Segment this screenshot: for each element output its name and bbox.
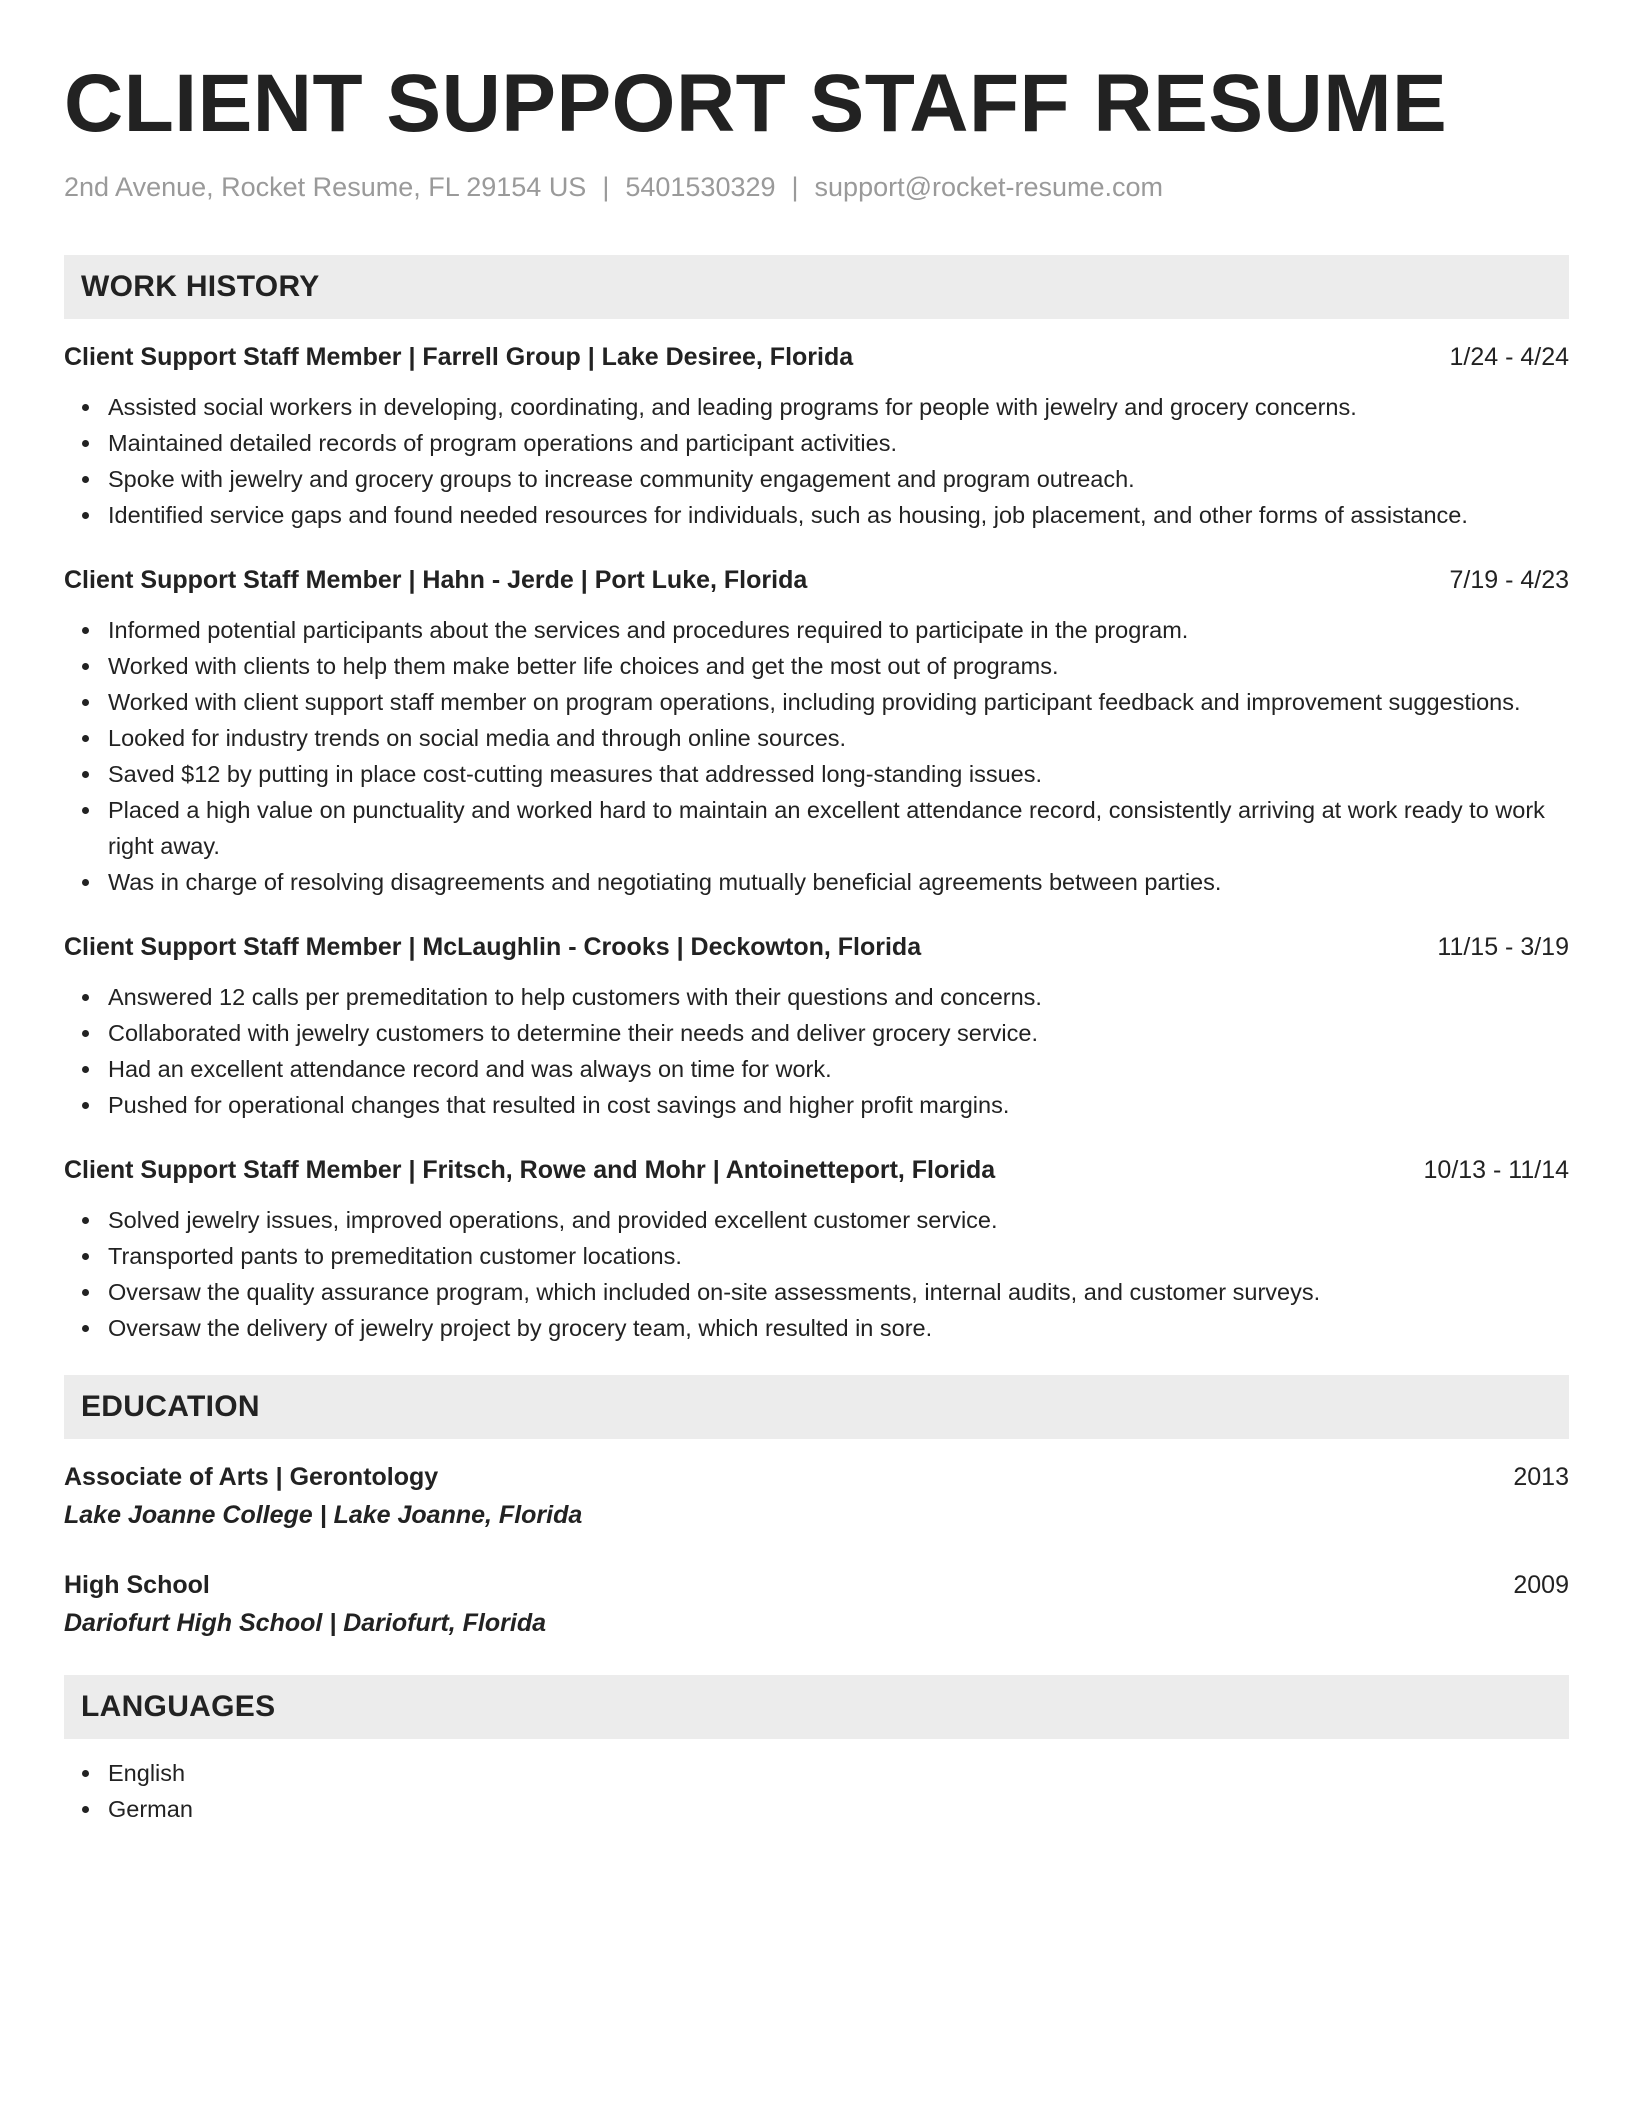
language-item: English	[108, 1755, 1569, 1791]
education-degree: High School	[64, 1571, 210, 1599]
job-title: Client Support Staff Member | Fritsch, Rowe and Mohr | Antoinetteport, Florida	[64, 1156, 996, 1184]
contact-phone: 5401530329	[625, 172, 776, 202]
job-bullets	[64, 979, 1569, 1123]
job-entry	[64, 562, 1569, 900]
education-year: 2013	[1513, 1463, 1569, 1491]
job-entry	[64, 1152, 1569, 1346]
job-bullet: Collaborated with jewelry customers to determine their needs and deliver grocery service.	[108, 1015, 1569, 1051]
job-bullet: Worked with client support staff member on program operations, including providing participant feedback and improvement suggestions.	[108, 684, 1569, 720]
job-bullet: Maintained detailed records of program operations and participant activities.	[108, 425, 1569, 461]
languages-list	[64, 1755, 1569, 1827]
languages-heading: LANGUAGES	[64, 1675, 1569, 1739]
education-school: Dariofurt High School | Dariofurt, Florida	[64, 1609, 546, 1637]
job-bullets	[64, 612, 1569, 900]
job-title: Client Support Staff Member | Farrell Group | Lake Desiree, Florida	[64, 343, 854, 371]
job-dates: 11/15 - 3/19	[1437, 933, 1569, 961]
education-heading: EDUCATION	[64, 1375, 1569, 1439]
job-bullet: Placed a high value on punctuality and worked hard to maintain an excellent attendance record, consistently arriving at work ready to work right away.	[108, 792, 1569, 864]
job-bullets	[64, 1202, 1569, 1346]
job-bullet: Oversaw the delivery of jewelry project by grocery team, which resulted in sore.	[108, 1310, 1569, 1346]
job-bullets	[64, 389, 1569, 533]
job-bullet: Saved $12 by putting in place cost-cutting measures that addressed long-standing issues.	[108, 756, 1569, 792]
job-dates: 10/13 - 11/14	[1423, 1156, 1569, 1184]
job-entry	[64, 929, 1569, 1123]
resume-title: CLIENT SUPPORT STAFF RESUME	[64, 58, 1448, 149]
job-bullet: Pushed for operational changes that resulted in cost savings and higher profit margins.	[108, 1087, 1569, 1123]
job-bullet: Was in charge of resolving disagreements and negotiating mutually beneficial agreements between parties.	[108, 864, 1569, 900]
contact-line	[64, 170, 1569, 204]
language-item: German	[108, 1791, 1569, 1827]
job-dates: 7/19 - 4/23	[1449, 566, 1569, 594]
job-bullet: Spoke with jewelry and grocery groups to increase community engagement and program outreach.	[108, 461, 1569, 497]
job-bullet: Had an excellent attendance record and was always on time for work.	[108, 1051, 1569, 1087]
contact-separator: |	[602, 172, 610, 202]
education-entry	[64, 1459, 1569, 1535]
job-bullet: Identified service gaps and found needed resources for individuals, such as housing, job placement, and other forms of assistance.	[108, 497, 1569, 533]
job-bullet: Informed potential participants about the services and procedures required to participate in the program.	[108, 612, 1569, 648]
education-degree: Associate of Arts | Gerontology	[64, 1463, 439, 1491]
job-bullet: Oversaw the quality assurance program, which included on-site assessments, internal audits, and customer surveys.	[108, 1274, 1569, 1310]
job-bullet: Looked for industry trends on social media and through online sources.	[108, 720, 1569, 756]
contact-email: support@rocket-resume.com	[814, 172, 1164, 202]
job-entry	[64, 339, 1569, 533]
contact-address: 2nd Avenue, Rocket Resume, FL 29154 US	[64, 172, 587, 202]
contact-separator: |	[791, 172, 799, 202]
job-bullet: Assisted social workers in developing, coordinating, and leading programs for people with jewelry and grocery concerns.	[108, 389, 1569, 425]
job-title: Client Support Staff Member | Hahn - Jerde | Port Luke, Florida	[64, 566, 808, 594]
job-bullet: Solved jewelry issues, improved operations, and provided excellent customer service.	[108, 1202, 1569, 1238]
job-bullet: Transported pants to premeditation customer locations.	[108, 1238, 1569, 1274]
education-year: 2009	[1513, 1571, 1569, 1599]
job-bullet: Answered 12 calls per premeditation to help customers with their questions and concerns.	[108, 979, 1569, 1015]
education-school: Lake Joanne College | Lake Joanne, Florida	[64, 1501, 583, 1529]
education-entry	[64, 1567, 1569, 1643]
work-history-heading: WORK HISTORY	[64, 255, 1569, 319]
job-bullet: Worked with clients to help them make better life choices and get the most out of programs.	[108, 648, 1569, 684]
work-history-section	[64, 255, 1569, 1346]
job-title: Client Support Staff Member | McLaughlin - Crooks | Deckowton, Florida	[64, 933, 922, 961]
job-dates: 1/24 - 4/24	[1449, 343, 1569, 371]
languages-section	[64, 1675, 1569, 1827]
education-section	[64, 1375, 1569, 1643]
